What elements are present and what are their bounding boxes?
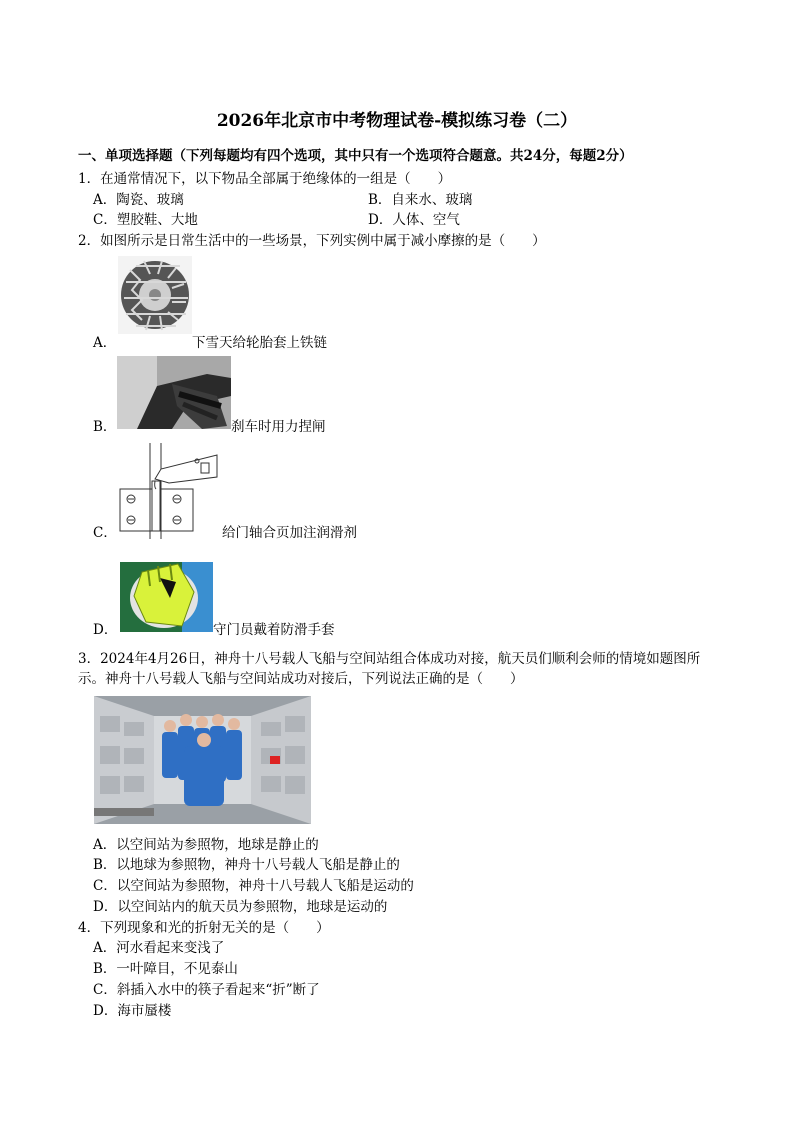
q2-option-a-letter: A．	[93, 335, 117, 351]
q3-stem-line2: 示。神舟十八号载人飞船与空间站成功对接后，下列说法正确的是（ ）	[78, 671, 524, 687]
q1-option-d: D．人体、空气	[368, 212, 460, 228]
bicycle-brake-icon	[117, 356, 231, 429]
q4-option-b: B．一叶障目，不见泰山	[93, 961, 238, 977]
q4-option-c: C．斜插入水中的筷子看起来“折”断了	[93, 982, 320, 998]
q2-option-d-text: 守门员戴着防滑手套	[213, 622, 335, 638]
q3-option-a: A．以空间站为参照物，地球是静止的	[93, 837, 319, 853]
q3-stem-line1: 3．2024年4月26日，神舟十八号载人飞船与空间站组合体成功对接，航天员们顺利会师的情境如题图所	[78, 651, 701, 667]
astronauts-in-space-station-photo	[94, 696, 311, 824]
q4-option-d: D．海市蜃楼	[93, 1003, 172, 1019]
q1-option-c: C．塑胶鞋、大地	[93, 212, 198, 228]
q2-stem: 2．如图所示是日常生活中的一些场景，下列实例中属于减小摩擦的是（ ）	[78, 233, 546, 249]
page-title: 2026年北京市中考物理试卷-模拟练习卷（二）	[216, 111, 578, 131]
q3-option-c: C．以空间站为参照物，神舟十八号载人飞船是运动的	[93, 878, 414, 894]
q4-option-a: A．河水看起来变浅了	[93, 940, 225, 956]
q2-option-b-text: 刹车时用力捏闸	[231, 419, 326, 435]
q2-option-d-letter: D．	[93, 622, 118, 638]
q2-option-c-letter: C．	[93, 525, 117, 541]
q2-option-b-letter: B．	[93, 419, 117, 435]
q1-option-a: A．陶瓷、玻璃	[93, 192, 184, 208]
tire-chain-icon	[118, 256, 192, 334]
q4-stem: 4．下列现象和光的折射无关的是（ ）	[78, 920, 330, 936]
q2-option-a-text: 下雪天给轮胎套上铁链	[192, 335, 327, 351]
q1-option-b: B．自来水、玻璃	[368, 192, 473, 208]
q2-option-c-text: 给门轴合页加注润滑剂	[222, 525, 357, 541]
door-hinge-icon	[117, 443, 219, 539]
q3-option-d: D．以空间站内的航天员为参照物，地球是运动的	[93, 899, 388, 915]
goalkeeper-glove-icon	[120, 552, 213, 632]
q3-option-b: B．以地球为参照物，神舟十八号载人飞船是静止的	[93, 857, 400, 873]
q1-stem: 1．在通常情况下，以下物品全部属于绝缘体的一组是（ ）	[78, 171, 452, 187]
section-heading: 一、单项选择题（下列每题均有四个选项，其中只有一个选项符合题意。共24分，每题2分）	[78, 148, 633, 164]
